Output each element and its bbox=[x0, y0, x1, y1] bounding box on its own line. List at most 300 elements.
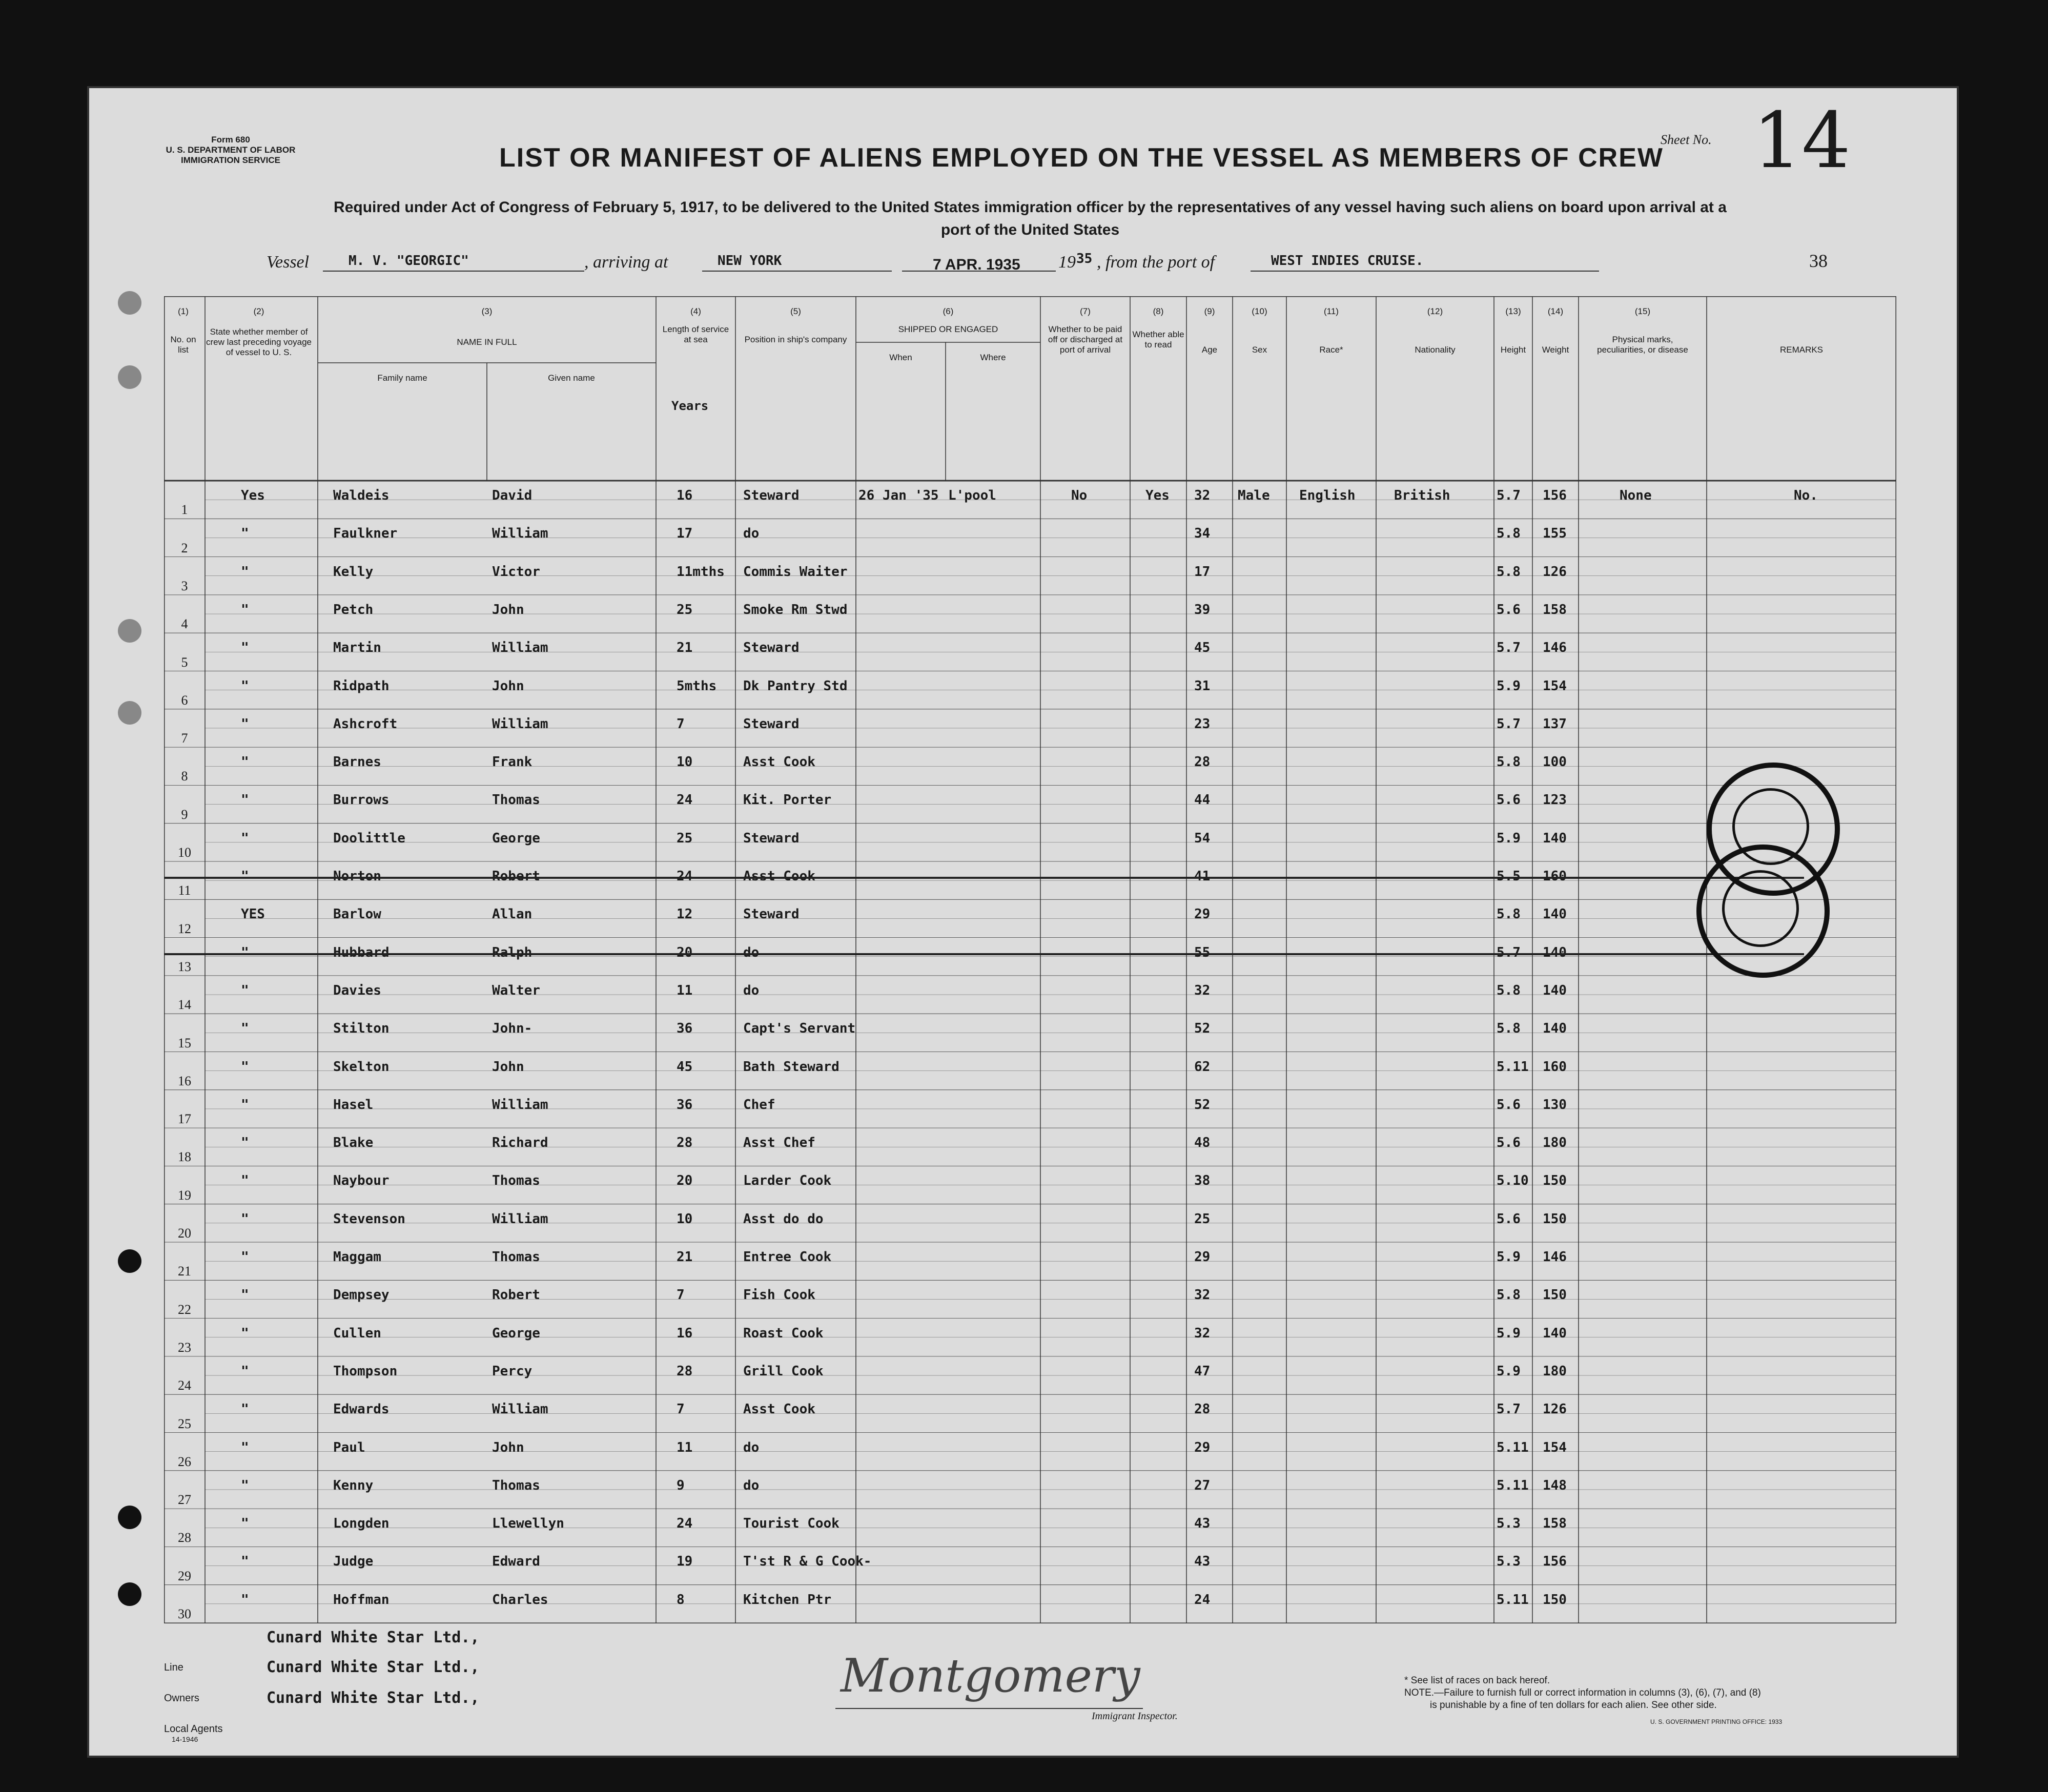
cell-height: 5.10 bbox=[1497, 1173, 1529, 1189]
cell-service: 45 bbox=[677, 1059, 693, 1075]
cell-when: 26 Jan '35 bbox=[858, 488, 939, 503]
cell-prev: " bbox=[241, 1059, 249, 1075]
row-number: 21 bbox=[178, 1264, 191, 1279]
row-number: 6 bbox=[181, 692, 188, 708]
cell-given: William bbox=[492, 1211, 548, 1227]
footer bbox=[164, 1629, 1896, 1752]
date-stamp: 7 APR. 1935 bbox=[933, 256, 1020, 273]
header-physical-marks: Physical marks, peculiarities, or disease bbox=[1597, 335, 1688, 355]
from-port-label: , from the port of bbox=[1097, 253, 1215, 272]
cell-weight: 154 bbox=[1543, 1439, 1567, 1455]
row-number: 3 bbox=[181, 578, 188, 593]
cell-family: Blake bbox=[333, 1135, 374, 1151]
cell-service: 28 bbox=[677, 1363, 693, 1379]
cell-family: Dempsey bbox=[333, 1287, 390, 1303]
row-number: 19 bbox=[178, 1187, 191, 1203]
cell-given: Allan bbox=[492, 907, 533, 922]
cell-service: 25 bbox=[677, 602, 693, 617]
form-number: Form 680 bbox=[211, 135, 250, 145]
cell-age: 23 bbox=[1194, 716, 1211, 732]
cell-given: John bbox=[492, 678, 524, 694]
form-code: 14-1946 bbox=[172, 1735, 198, 1743]
cell-age: 62 bbox=[1194, 1059, 1211, 1075]
cell-given: Thomas bbox=[492, 1173, 540, 1189]
cell-family: Kenny bbox=[333, 1477, 374, 1493]
cell-prev: " bbox=[241, 1363, 249, 1379]
arriving-rule bbox=[702, 271, 892, 272]
row-number: 26 bbox=[178, 1454, 191, 1469]
row-number: 29 bbox=[178, 1568, 191, 1583]
col-num-14: (14) bbox=[1547, 306, 1564, 316]
row-number: 10 bbox=[178, 845, 191, 860]
cell-family: Hasel bbox=[333, 1097, 374, 1113]
cell-service: 25 bbox=[677, 830, 693, 846]
cell-height: 5.11 bbox=[1497, 1477, 1529, 1493]
printer-imprint: U. S. GOVERNMENT PRINTING OFFICE: 1933 bbox=[1650, 1718, 1783, 1725]
cell-weight: 126 bbox=[1543, 1402, 1567, 1417]
cell-age: 25 bbox=[1194, 1211, 1211, 1227]
cell-weight: 150 bbox=[1543, 1592, 1567, 1608]
header-no-on-list: No. on list bbox=[170, 335, 196, 355]
col-num-5: (5) bbox=[790, 306, 801, 316]
cell-age: 44 bbox=[1194, 792, 1211, 808]
cell-prev: " bbox=[241, 792, 249, 808]
cell-weight: 148 bbox=[1543, 1477, 1567, 1493]
cell-height: 5.6 bbox=[1497, 792, 1521, 808]
cell-weight: 140 bbox=[1543, 907, 1567, 922]
cell-family: Hoffman bbox=[333, 1592, 390, 1608]
header-name-in-full: NAME IN FULL bbox=[457, 337, 517, 347]
cell-prev: " bbox=[241, 1021, 249, 1037]
header-shipped: SHIPPED OR ENGAGED bbox=[898, 324, 998, 334]
cell-service: 24 bbox=[677, 1516, 693, 1532]
cell-family: Ridpath bbox=[333, 678, 390, 694]
cell-service: 21 bbox=[677, 1249, 693, 1265]
row-number: 28 bbox=[178, 1530, 191, 1546]
row-number: 15 bbox=[178, 1035, 191, 1051]
cell-position: Asst do do bbox=[743, 1211, 824, 1227]
cell-height: 5.8 bbox=[1497, 982, 1521, 998]
header-height: Height bbox=[1500, 345, 1526, 355]
cell-position: Steward bbox=[743, 830, 800, 846]
cell-prev: " bbox=[241, 1516, 249, 1532]
cell-weight: 146 bbox=[1543, 1249, 1567, 1265]
cell-age: 32 bbox=[1194, 982, 1211, 998]
cell-height: 5.8 bbox=[1497, 564, 1521, 580]
cell-given: George bbox=[492, 830, 540, 846]
vessel-line bbox=[267, 250, 1907, 276]
cell-age: 24 bbox=[1194, 1592, 1211, 1608]
cell-given: Percy bbox=[492, 1363, 533, 1379]
cell-given: Robert bbox=[492, 1287, 540, 1303]
cell-age: 43 bbox=[1194, 1516, 1211, 1532]
cell-given: Richard bbox=[492, 1135, 548, 1151]
header-race: Race* bbox=[1319, 345, 1343, 355]
header-where: Where bbox=[980, 353, 1006, 362]
cell-height: 5.3 bbox=[1497, 1516, 1521, 1532]
cell-family: Judge bbox=[333, 1554, 374, 1570]
cell-family: Cullen bbox=[333, 1325, 381, 1341]
cell-age: 39 bbox=[1194, 602, 1211, 617]
cell-prev: " bbox=[241, 1325, 249, 1341]
cell-age: 31 bbox=[1194, 678, 1211, 694]
header-weight: Weight bbox=[1542, 345, 1569, 355]
document-subtitle bbox=[159, 196, 1901, 241]
cell-age: 38 bbox=[1194, 1173, 1211, 1189]
subtitle-line-2: port of the United States bbox=[940, 221, 1120, 238]
cell-nat: British bbox=[1394, 488, 1450, 503]
cell-family: Stilton bbox=[333, 1021, 390, 1037]
footnote-penalty-2: is punishable by a fine of ten dollars for each alien. See other side. bbox=[1430, 1700, 1717, 1711]
cell-age: 27 bbox=[1194, 1477, 1211, 1493]
cell-family: Stevenson bbox=[333, 1211, 405, 1227]
cell-position: Asst Cook bbox=[743, 754, 815, 770]
cell-height: 5.6 bbox=[1497, 1135, 1521, 1151]
cell-weight: 154 bbox=[1543, 678, 1567, 694]
cell-service: 28 bbox=[677, 1135, 693, 1151]
cell-weight: 158 bbox=[1543, 602, 1567, 617]
crew-rows bbox=[164, 296, 1896, 1623]
cell-family: Naybour bbox=[333, 1173, 390, 1189]
cell-weight: 140 bbox=[1543, 1021, 1567, 1037]
cell-height: 5.7 bbox=[1497, 488, 1521, 503]
cell-paid: No bbox=[1071, 488, 1088, 503]
cell-height: 5.5 bbox=[1497, 869, 1521, 884]
cell-weight: 180 bbox=[1543, 1363, 1567, 1379]
cell-family: Longden bbox=[333, 1516, 390, 1532]
cell-weight: 155 bbox=[1543, 526, 1567, 542]
row-number: 20 bbox=[178, 1226, 191, 1241]
cell-prev: " bbox=[241, 716, 249, 732]
cell-position: do bbox=[743, 1477, 760, 1493]
cell-prev: " bbox=[241, 1135, 249, 1151]
cell-service: 36 bbox=[677, 1097, 693, 1113]
arriving-label: , arriving at bbox=[584, 253, 668, 272]
cell-service: 24 bbox=[677, 792, 693, 808]
cell-position: Commis Waiter bbox=[743, 564, 848, 580]
year-prefix: 19 bbox=[1058, 253, 1076, 272]
cell-race: English bbox=[1299, 488, 1356, 503]
cell-family: Burrows bbox=[333, 792, 390, 808]
cell-service: 9 bbox=[677, 1477, 685, 1493]
cell-position: do bbox=[743, 944, 760, 960]
cell-position: Grill Cook bbox=[743, 1363, 824, 1379]
cell-weight: 150 bbox=[1543, 1211, 1567, 1227]
col-num-9: (9) bbox=[1204, 306, 1215, 316]
cell-weight: 160 bbox=[1543, 1059, 1567, 1075]
cell-age: 28 bbox=[1194, 1402, 1211, 1417]
cell-height: 5.7 bbox=[1497, 1402, 1521, 1417]
cell-weight: 140 bbox=[1543, 830, 1567, 846]
cell-service: 10 bbox=[677, 1211, 693, 1227]
cell-age: 32 bbox=[1194, 1325, 1211, 1341]
cell-given: John bbox=[492, 1439, 524, 1455]
col-num-15: (15) bbox=[1634, 306, 1651, 316]
cell-age: 43 bbox=[1194, 1554, 1211, 1570]
cell-age: 48 bbox=[1194, 1135, 1211, 1151]
cell-prev: " bbox=[241, 564, 249, 580]
cell-age: 29 bbox=[1194, 907, 1211, 922]
cell-height: 5.6 bbox=[1497, 602, 1521, 617]
cell-service: 7 bbox=[677, 1402, 685, 1417]
cell-family: Edwards bbox=[333, 1402, 390, 1417]
cell-weight: 130 bbox=[1543, 1097, 1567, 1113]
cell-given: William bbox=[492, 716, 548, 732]
cell-family: Thompson bbox=[333, 1363, 398, 1379]
cell-height: 5.8 bbox=[1497, 907, 1521, 922]
cell-weight: 150 bbox=[1543, 1173, 1567, 1189]
cell-service: 17 bbox=[677, 526, 693, 542]
cell-height: 5.7 bbox=[1497, 944, 1521, 960]
cell-height: 5.11 bbox=[1497, 1439, 1529, 1455]
cell-height: 5.9 bbox=[1497, 830, 1521, 846]
cell-prev: " bbox=[241, 1249, 249, 1265]
cell-prev: " bbox=[241, 830, 249, 846]
col-num-10: (10) bbox=[1252, 306, 1267, 316]
punch-hole bbox=[118, 365, 141, 389]
col-num-3: (3) bbox=[481, 306, 493, 316]
cell-given: William bbox=[492, 526, 548, 542]
punch-hole bbox=[118, 1506, 141, 1529]
cell-height: 5.7 bbox=[1497, 640, 1521, 656]
line-label: Line bbox=[164, 1662, 183, 1673]
row-number: 22 bbox=[178, 1302, 191, 1317]
row-number: 7 bbox=[181, 731, 188, 746]
cell-service: 11mths bbox=[677, 564, 725, 580]
signature-rule bbox=[835, 1708, 1143, 1709]
cell-service: 20 bbox=[677, 1173, 693, 1189]
row-number: 1 bbox=[181, 502, 188, 518]
cell-age: 41 bbox=[1194, 869, 1211, 884]
cell-where: L'pool bbox=[948, 488, 996, 503]
row-number: 17 bbox=[178, 1111, 191, 1127]
cell-given: Ralph bbox=[492, 944, 533, 960]
cell-position: Steward bbox=[743, 640, 800, 656]
cell-given: Llewellyn bbox=[492, 1516, 564, 1532]
cell-weight: 140 bbox=[1543, 1325, 1567, 1341]
cell-prev: " bbox=[241, 1477, 249, 1493]
cell-height: 5.11 bbox=[1497, 1592, 1529, 1608]
owners-company: Cunard White Star Ltd., bbox=[267, 1658, 480, 1676]
cell-prev: " bbox=[241, 1287, 249, 1303]
cell-height: 5.9 bbox=[1497, 1249, 1521, 1265]
cell-service: 8 bbox=[677, 1592, 685, 1608]
cell-height: 5.8 bbox=[1497, 526, 1521, 542]
cell-position: do bbox=[743, 1439, 760, 1455]
punch-hole bbox=[118, 701, 141, 725]
cell-given: David bbox=[492, 488, 533, 503]
cell-given: Victor bbox=[492, 564, 540, 580]
cell-age: 32 bbox=[1194, 1287, 1211, 1303]
cell-weight: 100 bbox=[1543, 754, 1567, 770]
cell-weight: 126 bbox=[1543, 564, 1567, 580]
cell-given: Edward bbox=[492, 1554, 540, 1570]
cell-weight: 160 bbox=[1543, 869, 1567, 884]
sheet-number-label: Sheet No. bbox=[1661, 132, 1712, 147]
cell-position: Steward bbox=[743, 716, 800, 732]
header-able-to-read: Whether able to read bbox=[1132, 329, 1184, 349]
row-number: 11 bbox=[178, 883, 191, 898]
cell-given: Thomas bbox=[492, 1477, 540, 1493]
cell-service: 12 bbox=[677, 907, 693, 922]
cell-family: Norton bbox=[333, 869, 381, 884]
service-name: IMMIGRATION SERVICE bbox=[181, 155, 280, 165]
cell-age: 54 bbox=[1194, 830, 1211, 846]
cell-prev: " bbox=[241, 1592, 249, 1608]
stamp-ring bbox=[1722, 870, 1799, 947]
cell-weight: 137 bbox=[1543, 716, 1567, 732]
cell-position: T'st R & G Cook- bbox=[743, 1554, 872, 1570]
cell-position: do bbox=[743, 526, 760, 542]
cell-age: 52 bbox=[1194, 1097, 1211, 1113]
cell-position: Fish Cook bbox=[743, 1287, 815, 1303]
row-number: 4 bbox=[181, 616, 188, 632]
cell-given: John bbox=[492, 602, 524, 617]
header-sex: Sex bbox=[1252, 345, 1267, 355]
row-number: 5 bbox=[181, 654, 188, 670]
footnote-races: * See list of races on back hereof. bbox=[1404, 1675, 1550, 1686]
document-title: LIST OR MANIFEST OF ALIENS EMPLOYED ON THE VESSEL AS MEMBERS OF CREW bbox=[499, 143, 1664, 173]
sheet-number: 14 bbox=[1753, 96, 1851, 186]
cell-position: do bbox=[743, 982, 760, 998]
row-number: 18 bbox=[178, 1149, 191, 1165]
years-unit-label: Years bbox=[671, 399, 709, 413]
cell-family: Waldeis bbox=[333, 488, 390, 503]
consulate-stamp bbox=[1696, 844, 1830, 978]
cell-position: Asst Cook bbox=[743, 869, 815, 884]
col-num-12: (12) bbox=[1427, 306, 1443, 316]
cell-height: 5.7 bbox=[1497, 716, 1521, 732]
col-num-4: (4) bbox=[690, 306, 701, 316]
cell-given: Charles bbox=[492, 1592, 548, 1608]
cell-weight: 146 bbox=[1543, 640, 1567, 656]
cell-given: Robert bbox=[492, 869, 540, 884]
owners-label: Owners bbox=[164, 1693, 199, 1704]
cell-weight: 158 bbox=[1543, 1516, 1567, 1532]
row-number: 8 bbox=[181, 769, 188, 784]
cell-service: 11 bbox=[677, 1439, 693, 1455]
cell-service: 7 bbox=[677, 716, 685, 732]
form-id-block bbox=[149, 135, 313, 166]
cell-position: Kit. Porter bbox=[743, 792, 832, 808]
cell-given: Thomas bbox=[492, 792, 540, 808]
punch-hole bbox=[118, 1582, 141, 1606]
cell-height: 5.9 bbox=[1497, 1325, 1521, 1341]
header-paid-off: Whether to be paid off or discharged at port of arrival bbox=[1048, 324, 1123, 355]
cell-service: 24 bbox=[677, 869, 693, 884]
punch-hole bbox=[118, 291, 141, 315]
cell-age: 29 bbox=[1194, 1249, 1211, 1265]
manifest-sheet bbox=[87, 86, 1959, 1758]
cell-age: 55 bbox=[1194, 944, 1211, 960]
cell-given: George bbox=[492, 1325, 540, 1341]
cell-service: 10 bbox=[677, 754, 693, 770]
from-port: WEST INDIES CRUISE. bbox=[1271, 253, 1424, 269]
cell-prev: " bbox=[241, 1554, 249, 1570]
row-number: 24 bbox=[178, 1378, 191, 1393]
row-number: 12 bbox=[178, 921, 191, 936]
agents-company: Cunard White Star Ltd., bbox=[267, 1689, 480, 1707]
cell-service: 19 bbox=[677, 1554, 693, 1570]
cell-prev: " bbox=[241, 754, 249, 770]
year: 35 bbox=[1076, 251, 1093, 266]
cell-given: John bbox=[492, 1059, 524, 1075]
cell-position: Entree Cook bbox=[743, 1249, 832, 1265]
inspector-label: Immigrant Inspector. bbox=[1092, 1711, 1178, 1722]
row-number: 14 bbox=[178, 997, 191, 1013]
cell-height: 5.6 bbox=[1497, 1097, 1521, 1113]
col-num-6: (6) bbox=[943, 306, 954, 316]
cell-prev: " bbox=[241, 678, 249, 694]
vessel-label: Vessel bbox=[267, 253, 310, 272]
header-when: When bbox=[889, 353, 912, 362]
inspector-signature: Montgomery bbox=[841, 1649, 1140, 1703]
cell-prev: " bbox=[241, 640, 249, 656]
cell-remarks: No. bbox=[1794, 488, 1818, 503]
cell-family: Barlow bbox=[333, 907, 381, 922]
cell-family: Barnes bbox=[333, 754, 381, 770]
cell-height: 5.8 bbox=[1497, 1021, 1521, 1037]
cell-prev: " bbox=[241, 602, 249, 617]
cell-position: Capt's Servant bbox=[743, 1021, 856, 1037]
cell-height: 5.8 bbox=[1497, 1287, 1521, 1303]
cell-height: 5.9 bbox=[1497, 678, 1521, 694]
cell-service: 11 bbox=[677, 982, 693, 998]
department-name: U. S. DEPARTMENT OF LABOR bbox=[166, 145, 296, 155]
punch-hole bbox=[118, 619, 141, 643]
col-num-1: (1) bbox=[178, 306, 189, 316]
cell-position: Smoke Rm Stwd bbox=[743, 602, 848, 617]
cell-prev: " bbox=[241, 1097, 249, 1113]
cell-service: 7 bbox=[677, 1287, 685, 1303]
header-nationality: Nationality bbox=[1415, 345, 1456, 355]
cell-sex: Male bbox=[1238, 488, 1270, 503]
col-num-13: (13) bbox=[1505, 306, 1521, 316]
cell-age: 45 bbox=[1194, 640, 1211, 656]
col-num-2: (2) bbox=[253, 306, 264, 316]
from-port-rule bbox=[1251, 271, 1599, 272]
cell-prev: " bbox=[241, 1439, 249, 1455]
cell-prev: " bbox=[241, 944, 249, 960]
cell-age: 47 bbox=[1194, 1363, 1211, 1379]
cell-service: 16 bbox=[677, 488, 693, 503]
cell-weight: 180 bbox=[1543, 1135, 1567, 1151]
cell-service: 5mths bbox=[677, 678, 717, 694]
cell-given: William bbox=[492, 1097, 548, 1113]
cell-weight: 140 bbox=[1543, 982, 1567, 998]
cell-age: 29 bbox=[1194, 1439, 1211, 1455]
header-age: Age bbox=[1201, 345, 1218, 355]
cell-family: Paul bbox=[333, 1439, 365, 1455]
cell-service: 36 bbox=[677, 1021, 693, 1037]
cell-marks: None bbox=[1620, 488, 1652, 503]
cell-prev: Yes bbox=[241, 488, 265, 503]
cell-service: 16 bbox=[677, 1325, 693, 1341]
cell-height: 5.8 bbox=[1497, 754, 1521, 770]
cell-position: Larder Cook bbox=[743, 1173, 832, 1189]
cell-family: Kelly bbox=[333, 564, 374, 580]
cell-height: 5.9 bbox=[1497, 1363, 1521, 1379]
subtitle-line-1: Required under Act of Congress of February 5, 1917, to be delivered to the United States immigration officer by the representatives of any vessel having such aliens on board upon arrival at a bbox=[334, 199, 1727, 216]
cell-height: 5.6 bbox=[1497, 1211, 1521, 1227]
strikethrough-line bbox=[164, 953, 1804, 955]
cell-height: 5.11 bbox=[1497, 1059, 1529, 1075]
cell-prev: " bbox=[241, 1211, 249, 1227]
line-company: Cunard White Star Ltd., bbox=[267, 1629, 480, 1646]
cell-weight: 156 bbox=[1543, 1554, 1567, 1570]
cell-age: 52 bbox=[1194, 1021, 1211, 1037]
cell-given: Frank bbox=[492, 754, 533, 770]
